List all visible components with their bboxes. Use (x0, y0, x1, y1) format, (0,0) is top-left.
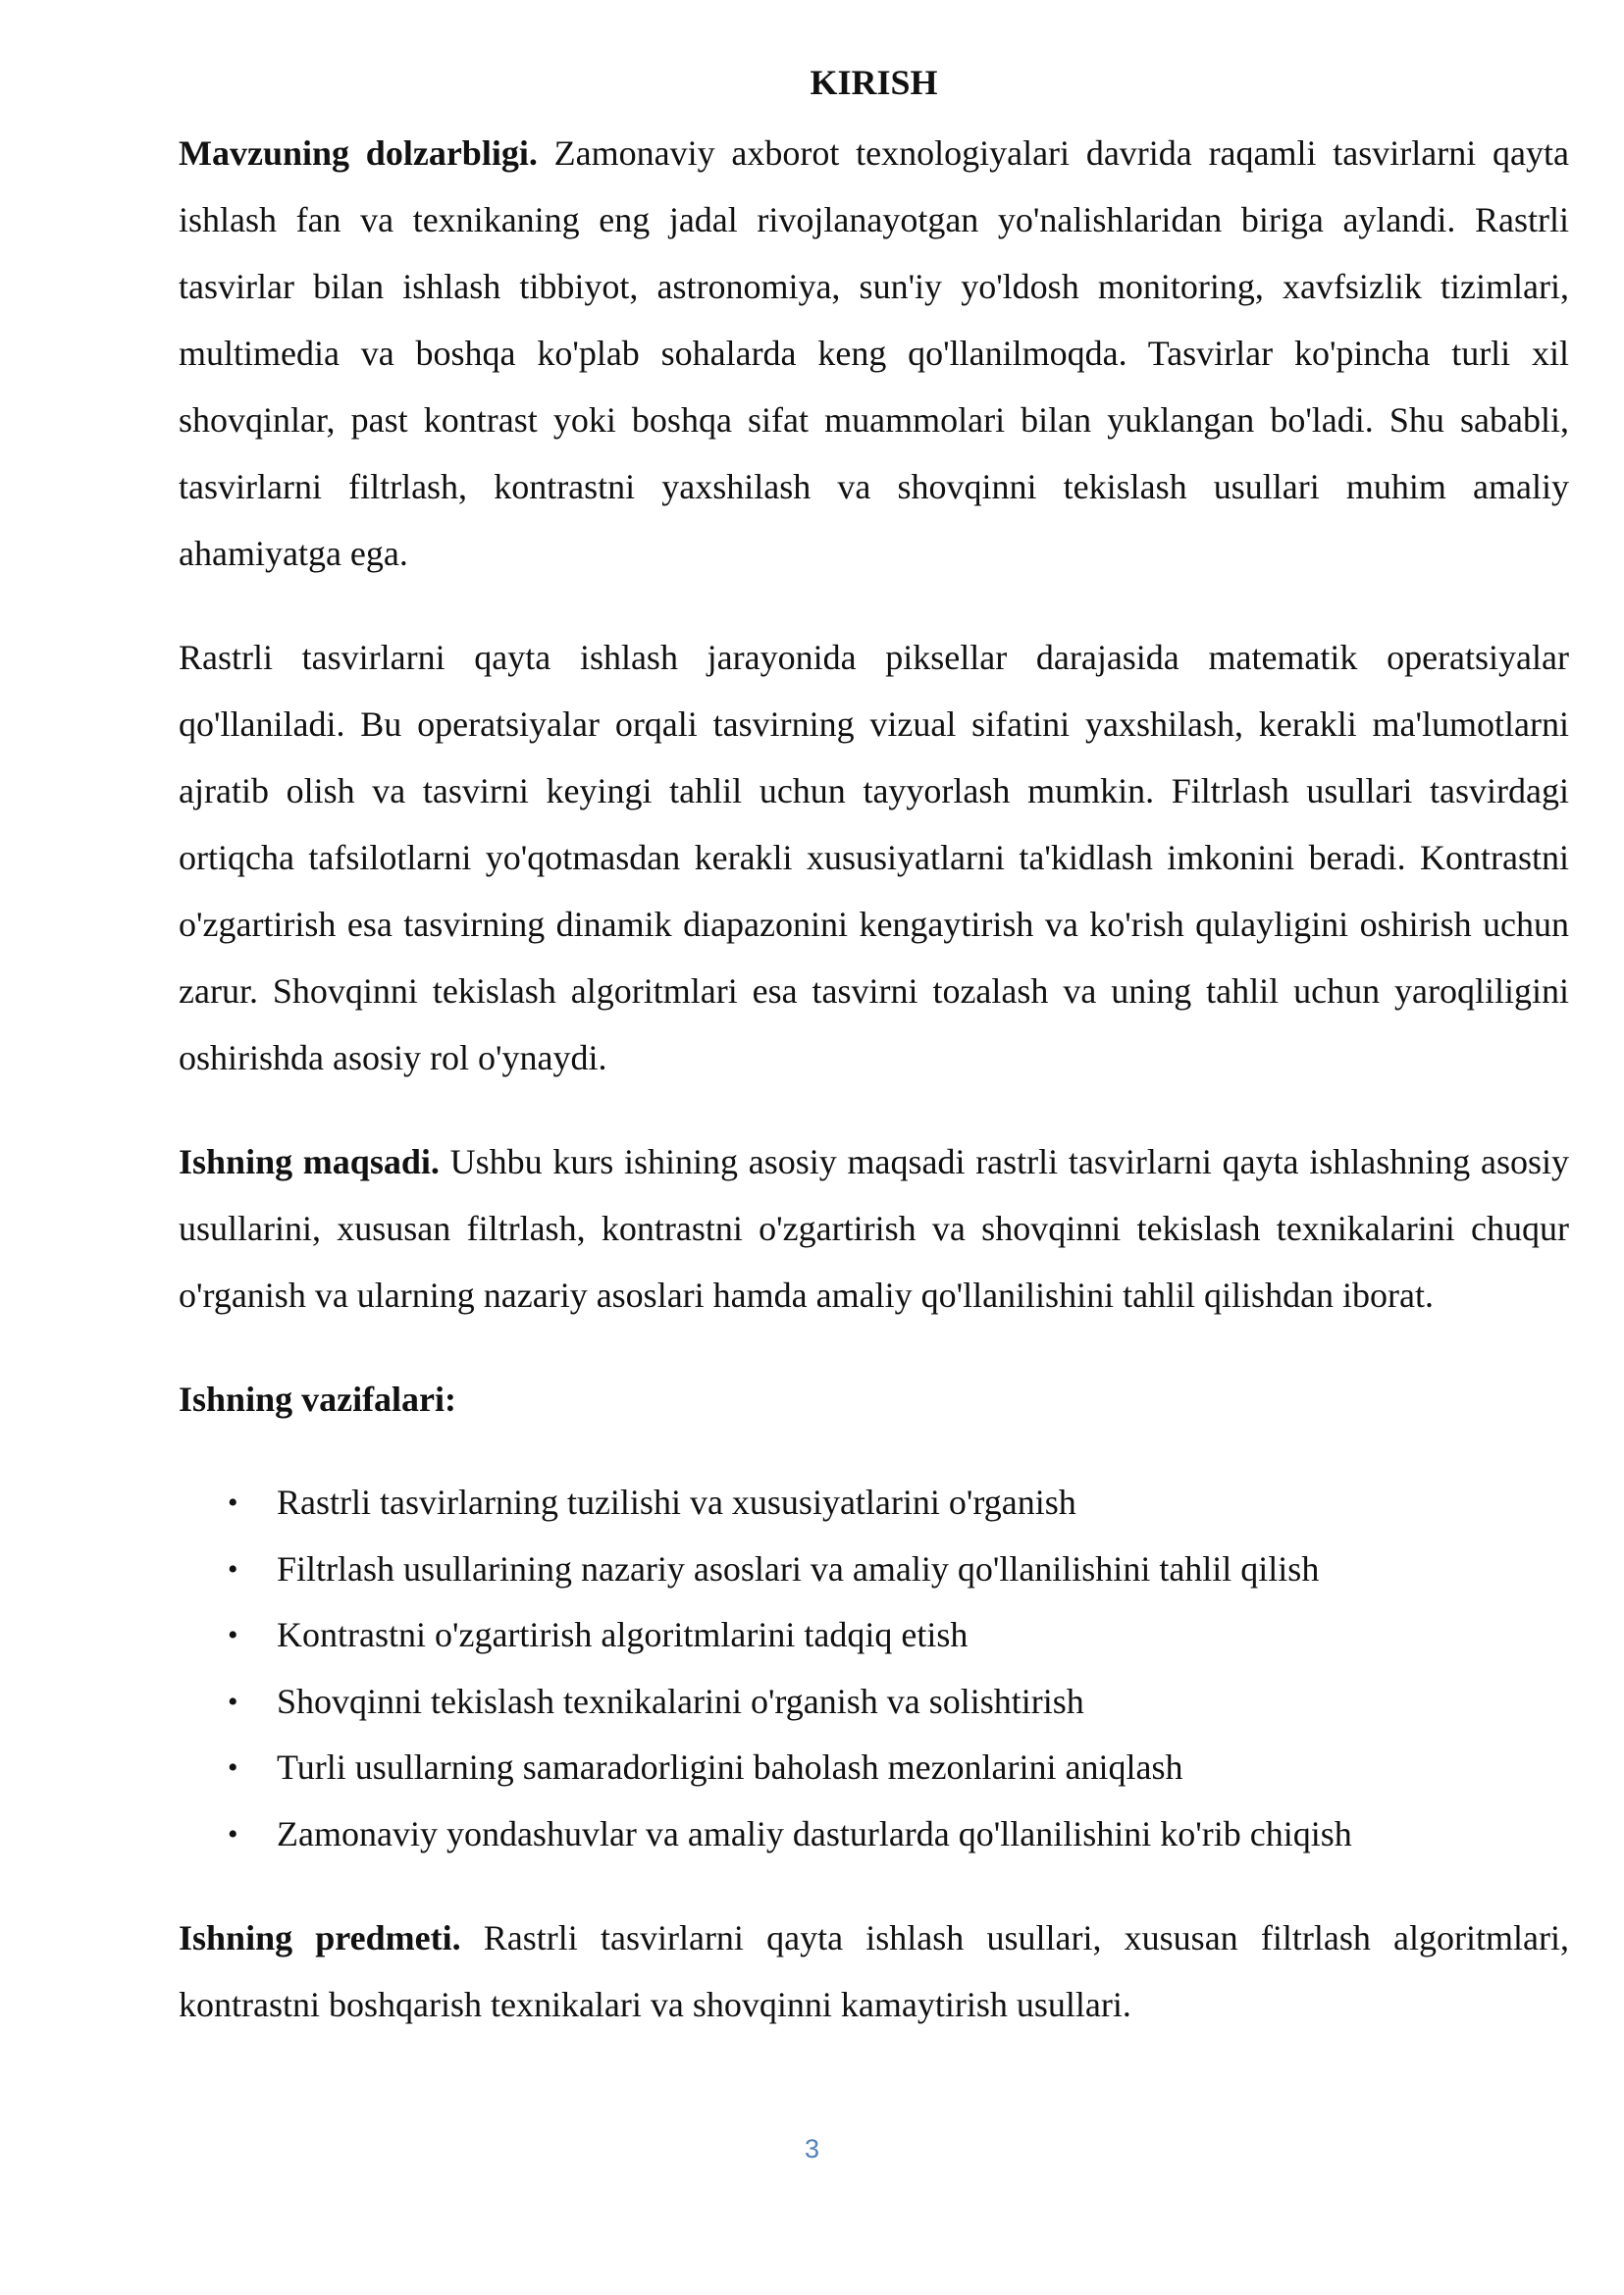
list-item-text: Rastrli tasvirlarning tuzilishi va xususiyatlarini o'rganish (277, 1483, 1076, 1522)
bullet-icon: • (228, 1685, 238, 1718)
paragraph-process (179, 624, 1569, 1091)
list-item (179, 1602, 1569, 1669)
bullet-icon: • (228, 1552, 238, 1586)
page-number: 3 (804, 2134, 820, 2164)
paragraph-relevance-text: Zamonaviy axborot texnologiyalari davrida raqamli tasvirlarni qayta ishlash fan va texnikaning eng jadal rivojlanayotgan yo'nalishlaridan biriga aylandi. Rastrli tasvirlar bilan ishlash tibbiyot, astronomiya, sun'iy yo'ldosh monitoring, xavfsizlik tizimlari, multimedia va boshqa ko'plab sohalarda keng qo'llanilmoqda. Tasvirlar ko'pincha turli xil shovqinlar, past kontrast yoki boshqa sifat muammolari bilan yuklangan bo'ladi. Shu sababli, tasvirlarni filtrlash, kontrastni yaxshilash va shovqinni tekislash usullari muhim amaliy ahamiyatga ega. (179, 133, 1569, 573)
paragraph-goal-text: Ushbu kurs ishining asosiy maqsadi rastrli tasvirlarni qayta ishlashning asosiy usullarini, xususan filtrlash, kontrastni o'zgartirish va shovqinni tekislash texnikalarini chuqur o'rganish va ularning nazariy asoslari hamda amaliy qo'llanilishini tahlil qilishdan iborat. (179, 1142, 1569, 1315)
paragraph-subject-text: Rastrli tasvirlarni qayta ishlash usullari, xususan filtrlash algoritmlari, kontrastni boshqarish texnikalari va shovqinni kamaytirish usullari. (179, 1918, 1569, 2024)
paragraph-goal (179, 1128, 1569, 1329)
list-item (179, 1669, 1569, 1736)
list-item-text: Filtrlash usullarining nazariy asoslari va amaliy qo'llanilishini tahlil qilish (277, 1548, 1320, 1589)
list-item (179, 1735, 1569, 1801)
paragraph-relevance-lead: Mavzuning dolzarbligi. (179, 133, 538, 173)
tasks-heading: Ishning vazifalari: (179, 1380, 457, 1419)
bullet-icon: • (228, 1487, 238, 1519)
paragraph-process-text: Rastrli tasvirlarni qayta ishlash jarayonida piksellar darajasida matematik operatsiyalar qo'llaniladi. Bu operatsiyalar orqali tasvirning vizual sifatini yaxshilash, kerakli ma'lumotlarni ajratib olish va tasvirni keyingi tahlil uchun tayyorlash mumkin. Filtrlash usullari tasvirdagi ortiqcha tafsilotlarni yo'qotmasdan kerakli xususiyatlarni ta'kidlash imkonini beradi. Kontrastni o'zgartirish esa tasvirning dinamik diapazonini kengaytirish va ko'rish qulayligini oshirish uchun zarur. Shovqinni tekislash algoritmlari esa tasvirni tozalash va uning tahlil uchun yaroqliligini oshirishda asosiy rol o'ynaydi. (179, 638, 1569, 1077)
list-item-text: Turli usullarning samaradorligini baholash mezonlarini aniqlash (277, 1747, 1183, 1787)
list-item-text: Zamonaviy yondashuvlar va amaliy dasturlarda qo'llanilishini ko'rib chiqish (277, 1813, 1352, 1853)
list-item (179, 1801, 1569, 1868)
paragraph-relevance (179, 120, 1569, 587)
list-item-text: Kontrastni o'zgartirish algoritmlarini tadqiq etish (277, 1615, 969, 1654)
page-content (179, 53, 1569, 2038)
list-item-text: Shovqinni tekislash texnikalarini o'rganish va solishtirish (277, 1681, 1084, 1721)
paragraph-subject-lead: Ishning predmeti. (179, 1918, 461, 1957)
paragraph-goal-lead: Ishning maqsadi. (179, 1142, 440, 1181)
bullet-icon: • (228, 1817, 238, 1851)
bullet-icon: • (228, 1619, 238, 1651)
section-title: KIRISH (810, 63, 938, 102)
paragraph-subject (179, 1904, 1569, 2038)
tasks-list (179, 1470, 1569, 1867)
bullet-icon: • (228, 1751, 238, 1784)
list-item (179, 1537, 1569, 1603)
list-item (179, 1470, 1569, 1537)
